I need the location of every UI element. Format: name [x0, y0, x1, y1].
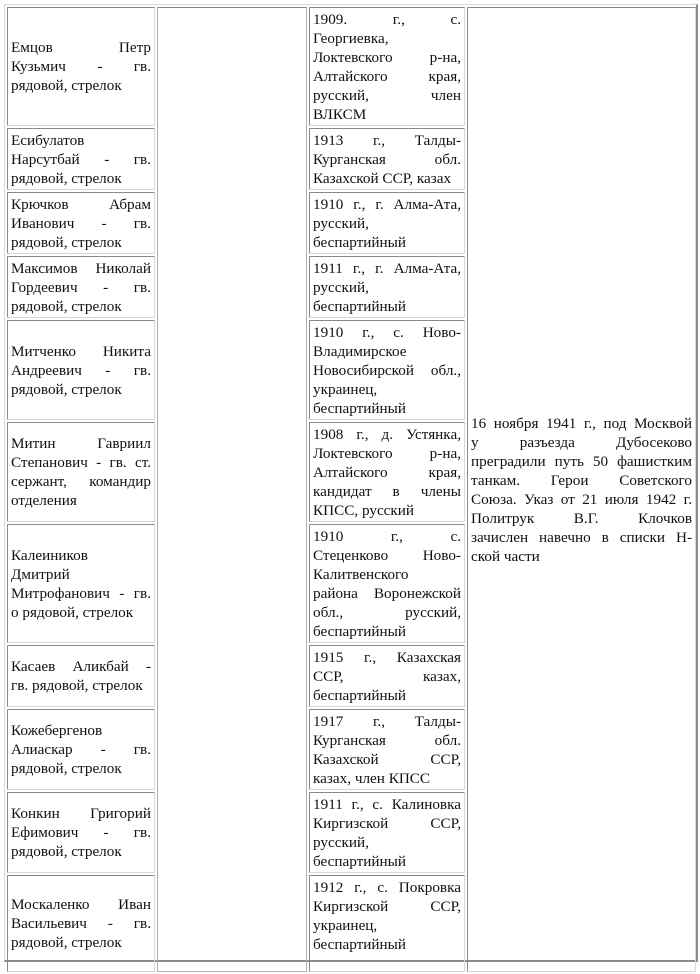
table-row — [7, 7, 696, 126]
text-line: Васильевич - гв. — [11, 915, 151, 932]
text-line-last: гв. рядовой, стрелок — [11, 677, 143, 694]
text-line: 1912 г., с. Покровка — [313, 879, 461, 896]
name-rank-cell — [7, 192, 155, 254]
text-line: Гордеевич - гв. — [11, 278, 151, 296]
text-line: Курганская обл. — [313, 732, 461, 749]
text-line: 1917 г., Талды- — [313, 713, 461, 730]
name-rank-cell — [7, 645, 155, 707]
text-line-last: рядовой, стрелок — [11, 233, 122, 251]
text-line-last: Казахской ССР, казах — [313, 170, 452, 187]
text-line: Конкин Григорий — [11, 805, 151, 822]
text-line: Стеценково Ново- — [313, 547, 461, 564]
text-line: Новосибирской обл., — [313, 362, 461, 379]
text-line: Ефимович - гв. — [11, 824, 151, 841]
name-rank-cell — [7, 709, 155, 790]
text-line: Максимов Николай — [11, 259, 151, 277]
text-line-last: беспартийный — [313, 623, 407, 640]
text-line: 1913 г., Талды- — [313, 132, 461, 149]
text-line: Георгиевка, — [313, 30, 389, 47]
text-line: Есибулатов — [11, 131, 85, 149]
text-line-last: беспартийный — [313, 687, 407, 704]
birth-info-cell — [309, 422, 465, 522]
text-line: 1910 г., с. — [313, 528, 461, 545]
text-line-last: беспартийный — [313, 298, 407, 315]
birth-info-cell — [309, 7, 465, 126]
name-rank-cell — [7, 524, 155, 643]
name-rank-cell — [7, 320, 155, 420]
text-line: русский, — [313, 834, 369, 851]
birth-info-cell — [309, 875, 465, 972]
text-line: Иванович - гв. — [11, 214, 151, 232]
birth-info-cell — [309, 792, 465, 873]
text-line: Калитвенского — [313, 566, 409, 583]
text-line: ССР, казах, — [313, 668, 461, 685]
birth-info-cell — [309, 256, 465, 318]
text-line-last: ВЛКСМ — [313, 106, 367, 123]
text-line: Киргизской ССР, — [313, 815, 461, 832]
text-line-last: КПСС, русский — [313, 502, 415, 519]
text-line: Киргизской ССР, — [313, 898, 461, 915]
text-line-last: ской части — [471, 547, 540, 565]
text-line: зачислен навечно в списки Н- — [471, 528, 692, 546]
text-line-last: рядовой, стрелок — [11, 760, 122, 777]
text-line: Дмитрий — [11, 565, 70, 583]
birth-info-cell — [309, 709, 465, 790]
text-line-last: о рядовой, стрелок — [11, 603, 134, 621]
text-line: Емцов Петр — [11, 39, 151, 56]
text-line: Локтевского р-на, — [313, 445, 461, 462]
text-line: Казахской ССР, — [313, 751, 461, 768]
name-rank-cell — [7, 128, 155, 190]
text-line-last: рядовой, стрелок — [11, 169, 122, 187]
text-line: Локтевского р-на, — [313, 49, 461, 66]
text-line: украинец, — [313, 917, 378, 934]
text-line: украинец, — [313, 381, 378, 398]
text-line: Владимирское — [313, 343, 407, 360]
text-line: танкам. Герои Советского — [471, 471, 692, 489]
text-line: Алиаскар - гв. — [11, 741, 151, 758]
name-rank-cell — [7, 7, 155, 126]
text-line-last: беспартийный — [313, 853, 407, 870]
text-line-last: рядовой, стрелок — [11, 934, 122, 951]
text-line: Курганская обл. — [313, 151, 461, 168]
text-line: Союза. Указ от 21 июля 1942 г. — [471, 490, 692, 508]
name-rank-cell — [7, 422, 155, 522]
table-frame — [4, 4, 698, 962]
birth-info-cell — [309, 192, 465, 254]
feat-description-cell — [467, 7, 696, 972]
birth-info-cell — [309, 320, 465, 420]
text-line: русский, член — [313, 87, 461, 104]
text-line: русский, — [313, 279, 369, 296]
text-line: 1915 г., Казахская — [313, 649, 461, 666]
text-line-last: рядовой, стрелок — [11, 380, 122, 398]
name-rank-cell — [7, 875, 155, 972]
text-line: обл., русский, — [313, 604, 461, 621]
text-line-last: беспартийный — [313, 400, 407, 417]
birth-info-cell — [309, 524, 465, 643]
birth-info-cell — [309, 645, 465, 707]
text-line-last: рядовой, стрелок — [11, 297, 122, 315]
text-line: Степанович - гв. ст. — [11, 454, 151, 471]
text-line-last: беспартийный — [313, 234, 407, 251]
text-line: 1910 г., с. Ново- — [313, 324, 461, 341]
text-line-last: казах, член КПСС — [313, 770, 431, 787]
text-line: Политрук В.Г. Клочков — [471, 509, 692, 527]
text-line: Алтайского края, — [313, 464, 461, 481]
text-line: района Воронежской — [313, 585, 461, 602]
text-line: Кузьмич - гв. — [11, 58, 151, 75]
text-line: преградили путь 50 фашистким — [471, 452, 692, 470]
text-line-last: рядовой, стрелок — [11, 77, 122, 94]
text-line: русский, — [313, 215, 369, 232]
text-line: Андреевич - гв. — [11, 361, 151, 379]
text-line: Митин Гавриил — [11, 435, 151, 452]
text-line: у разъезда Дубосеково — [471, 433, 692, 451]
text-line: 1908 г., д. Устянка, — [313, 426, 461, 443]
text-line: 1910 г., г. Алма-Ата, — [313, 196, 461, 213]
text-line: Нарсутбай - гв. — [11, 150, 151, 168]
text-line-last: беспартийный — [313, 936, 407, 953]
text-line: 1909. г., с. — [313, 11, 461, 28]
text-line: Алтайского края, — [313, 68, 461, 85]
text-line-last: отделения — [11, 492, 77, 509]
text-line: 1911 г., г. Алма-Ата, — [313, 260, 461, 277]
text-line: Москаленко Иван — [11, 896, 151, 913]
text-line: Кожебергенов — [11, 722, 103, 739]
text-line: Митченко Никита — [11, 342, 151, 360]
text-line: Касаев Аликбай - — [11, 658, 151, 675]
name-rank-cell — [7, 256, 155, 318]
heroes-table — [5, 5, 698, 974]
text-line: 16 ноября 1941 г., под Москвой — [471, 414, 692, 432]
name-rank-cell — [7, 792, 155, 873]
text-line: Митрофанович - гв. — [11, 584, 151, 602]
text-line: Крючков Абрам — [11, 195, 151, 213]
text-line: кандидат в члены — [313, 483, 461, 500]
birth-info-cell — [309, 128, 465, 190]
text-line: сержант, командир — [11, 473, 151, 490]
text-line: Калеиников — [11, 546, 88, 564]
text-line-last: рядовой, стрелок — [11, 843, 122, 860]
empty-column-cell — [157, 7, 307, 972]
text-line: 1911 г., с. Калиновка — [313, 796, 461, 813]
